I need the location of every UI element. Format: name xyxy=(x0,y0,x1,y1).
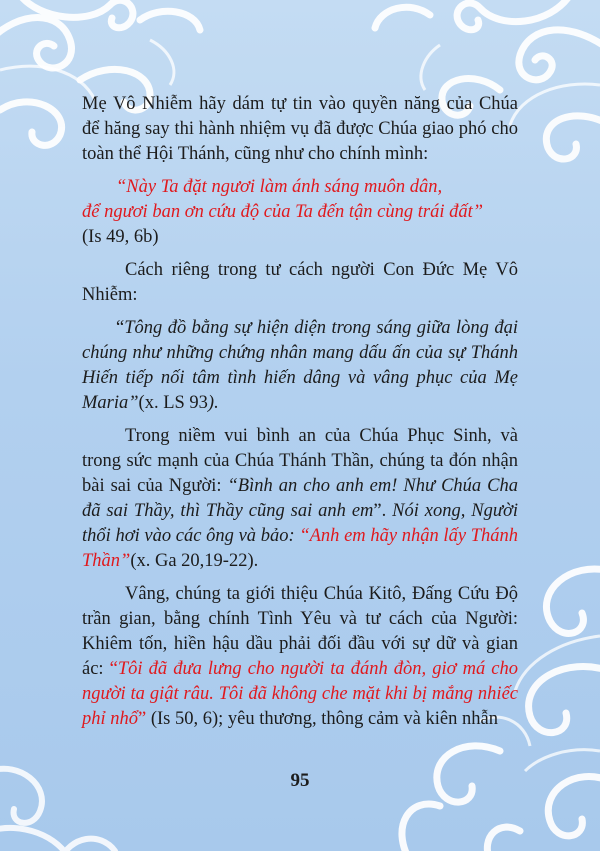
quote-line: “Này Ta đặt ngươi làm ánh sáng muôn dân, xyxy=(116,177,443,197)
quote-text: “Anh em hãy nhận lấy Thánh Thần” xyxy=(82,526,518,571)
close-quote: ” xyxy=(138,709,147,729)
open-quote: “ xyxy=(116,318,125,338)
quote-text: Tôi đã đưa lưng cho người ta đánh đòn, giơ má cho người ta giật râu. Tôi đã không che mặt khi bị mắng nhiếc phỉ nhổ xyxy=(82,659,518,729)
text: Trong niềm vui bình an của Chúa Phục Sinh, và trong sức mạnh của Chúa Thánh Thần, chúng ta đón nhận bài sai của Người: xyxy=(82,426,518,496)
closing-punctuation: ). xyxy=(207,393,219,413)
quote-reference: (Is 49, 6b) xyxy=(82,227,159,247)
quote-block xyxy=(82,175,518,225)
paragraph xyxy=(82,582,518,732)
page-body xyxy=(82,92,518,732)
page-number: 95 xyxy=(290,770,310,791)
quote-text: Tông đồ bằng sự hiện diện trong sáng giữa lòng đại chúng như những chứng nhân mang dấu ấn của sự Thánh Hiến tiếp nối tâm tình hiến dâng và vâng phục của Mẹ Maria” xyxy=(82,318,518,413)
text: Nói xong, Người thổi hơi vào các ông và bảo: xyxy=(82,501,518,546)
quote-reference: (x. Ga 20,19-22). xyxy=(130,551,259,571)
quote-reference: (x. LS 93 xyxy=(138,393,208,413)
quote-text: “Bình an cho anh em! Như Chúa Cha đã sai Thầy, thì Thầy cũng sai anh em xyxy=(82,476,519,521)
paragraph xyxy=(82,316,518,416)
quote-line: để ngươi ban ơn cứu độ của Ta đến tận cùng trái đất” xyxy=(82,202,484,222)
text: Vâng, chúng ta giới thiệu Chúa Kitô, Đấng Cứu Độ trần gian, bằng chính Tình Yêu và tư cách của Người: Khiêm tốn, hiền hậu dầu phải đối đầu với sự dữ và gian ác: xyxy=(82,584,518,679)
open-quote: “ xyxy=(109,659,118,679)
text: ”. xyxy=(373,501,393,521)
text: (Is 50, 6); yêu thương, thông cảm và kiên nhẫn xyxy=(146,709,498,729)
paragraph: Cách riêng trong tư cách người Con Đức Mẹ Vô Nhiễm: xyxy=(82,260,518,305)
paragraph xyxy=(82,424,518,574)
paragraph: Mẹ Vô Nhiễm hãy dám tự tin vào quyền năng của Chúa để hăng say thi hành nhiệm vụ đã được Chúa giao phó cho toàn thể Hội Thánh, cũng như cho chính mình: xyxy=(82,94,518,164)
